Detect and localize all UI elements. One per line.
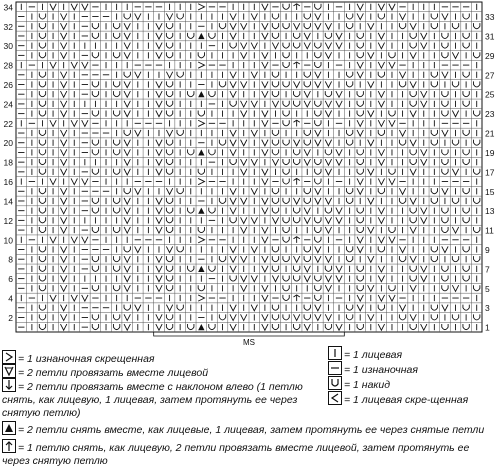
row-number-left: 12	[3, 215, 13, 226]
legend-item-sk2p	[2, 421, 498, 437]
row-number-left: 26	[3, 80, 13, 90]
row-number-left: 2	[8, 312, 13, 323]
row-number-left: 14	[3, 196, 13, 207]
row-number-left: 24	[3, 99, 13, 110]
row-number-left: 28	[3, 60, 13, 71]
triangle-icon	[2, 421, 16, 435]
legend-item-knit	[328, 346, 498, 362]
row-number-right: 13	[485, 206, 495, 217]
purl-crossed-icon	[2, 350, 16, 364]
row-number-left: 8	[8, 254, 13, 265]
ms-label: MS	[243, 338, 255, 345]
row-number-left: 20	[3, 138, 13, 149]
legend-item-purl	[328, 361, 498, 377]
row-number-right: 5	[485, 283, 490, 294]
row-number-top: 34	[3, 2, 13, 13]
legend-text: = 2 петли провязать вместе лицевой	[18, 367, 209, 379]
row-number-left: 18	[3, 157, 13, 168]
row-number-right: 27	[485, 70, 495, 81]
row-number-right: 11	[485, 225, 494, 236]
legend-item-knit-crossed	[328, 391, 478, 407]
legend-text: = 2 петли снять вместе, как лицевые, 1 лицевая, затем протянуть ее через снятые петли	[18, 424, 485, 436]
k2tog-icon	[2, 364, 16, 378]
legend-item-yarn-over	[328, 376, 498, 392]
row-number-left: 10	[3, 235, 13, 246]
yarn-over-icon	[328, 376, 342, 390]
row-number-right: 7	[485, 264, 490, 275]
row-number-right: 15	[485, 186, 495, 197]
knit-icon	[328, 346, 342, 360]
legend-text: = 2 петли провязать вместе с наклоном влево (1 петлю снять, как лицевую, 1 лицевая, затем протянуть ее через снятую петлю)	[2, 381, 303, 419]
legend-text: = 1 петлю снять, как лицевую, 2 петли провязать вместе лицевой, затем протянуть ее через снятую петлю	[2, 442, 470, 467]
legend-text: = 1 лицевая скре-щенная	[344, 394, 469, 406]
legend-item-ssk	[2, 378, 312, 420]
row-number-left: 30	[3, 41, 13, 52]
row-number-right: 9	[485, 245, 490, 255]
purl-icon	[328, 361, 342, 375]
legend-text: = 1 изнаночная	[344, 364, 418, 376]
row-number-right: 31	[485, 31, 495, 42]
row-number-left: 22	[3, 118, 13, 129]
row-number-left: 4	[8, 293, 13, 304]
row-number-right: 33	[485, 12, 495, 23]
row-number-right: 29	[485, 50, 495, 61]
knit-crossed-icon	[328, 391, 342, 405]
legend-text: = 1 накид	[344, 379, 391, 391]
row-number-right: 23	[485, 109, 495, 120]
up-arrow-icon	[2, 439, 16, 453]
legend-text: = 1 лицевая	[344, 349, 403, 361]
row-number-right: 25	[485, 89, 495, 100]
row-number-right: 3	[485, 303, 490, 314]
ssk-icon	[2, 378, 16, 392]
ms-repeat-bracket	[154, 332, 345, 336]
row-number-left: 6	[8, 274, 13, 285]
row-number-right: 21	[485, 128, 495, 139]
legend-text: = 1 изнаночная скрещенная	[18, 353, 155, 365]
legend-item-s1k2togpsso	[2, 439, 498, 468]
row-number-right: 19	[485, 147, 495, 158]
row-number-right: 1	[485, 322, 490, 333]
row-number-left: 16	[3, 177, 13, 188]
row-number-right: 17	[485, 167, 495, 178]
row-number-left: 32	[3, 21, 13, 32]
